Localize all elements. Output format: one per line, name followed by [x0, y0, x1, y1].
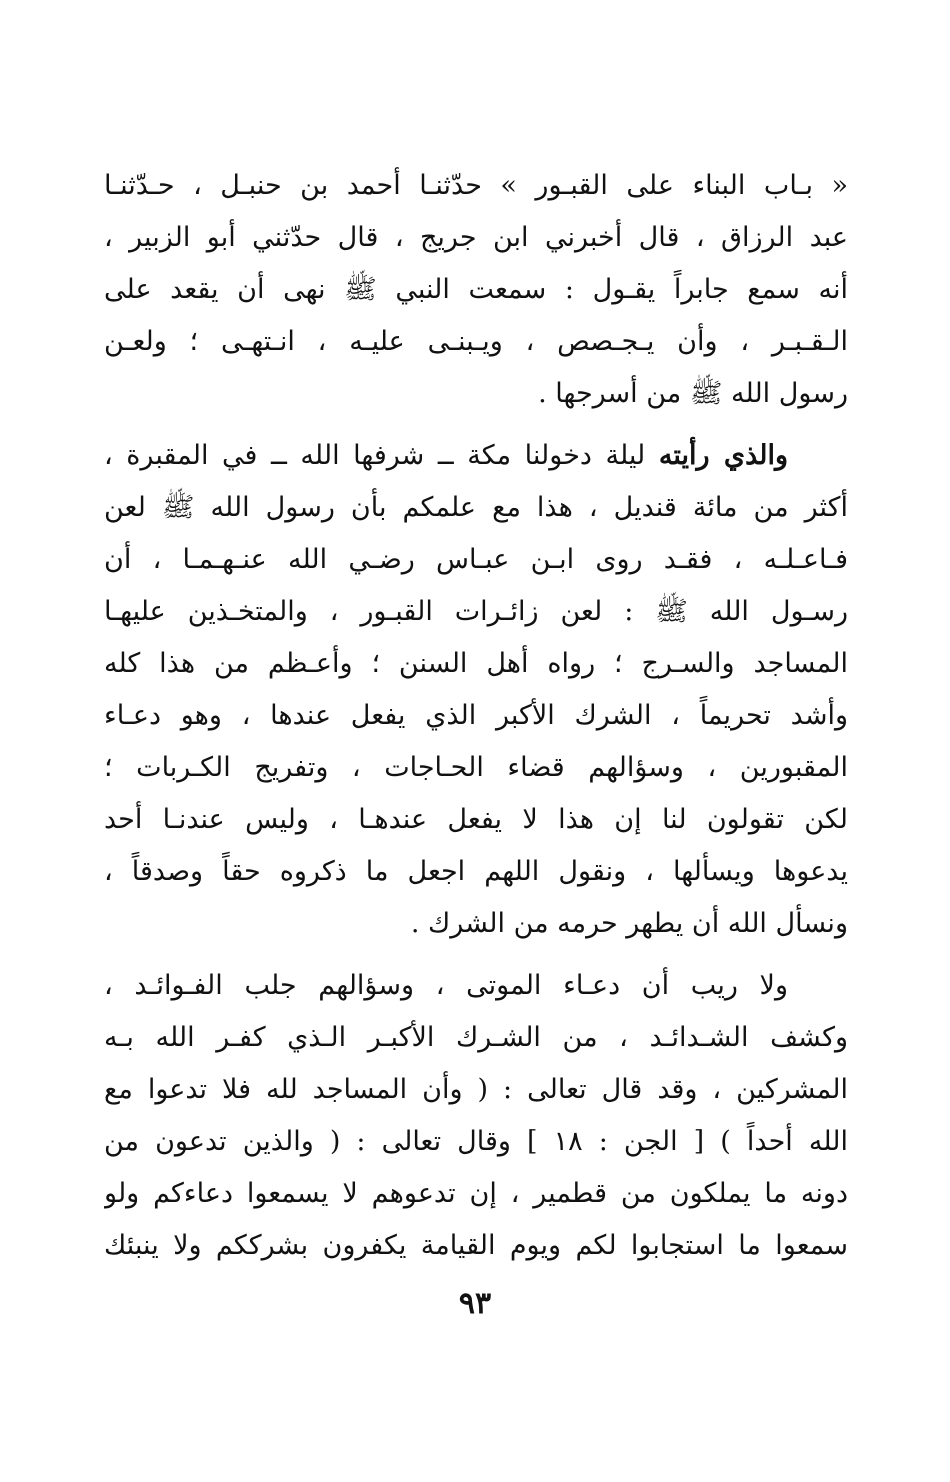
text-line: الله أحداً ) [ الجن : ١٨ ] وقال تعالى : ( والذين تدعون من	[104, 1126, 848, 1157]
text-line: فـاعـلـه ، فقـد روى ابـن عبـاس رضـي الله عنـهـمـا ، أن	[104, 544, 848, 575]
paragraph-first-rest: ليلة دخولنا مكة ــ شرفها الله ــ في المقبرة ،	[104, 440, 659, 471]
text-line: أكثر من مائة قنديل ، هذا مع علمكم بأن رسول الله ﷺ لعن	[104, 492, 848, 523]
text-line: « بـاب البناء على القبـور » حدّثنـا أحمد بن حنبـل ، حـدّثنـا	[104, 170, 848, 201]
text-line: ولا ريب أن دعـاء الموتى ، وسؤالهم جلب الفـوائـد ،	[104, 970, 788, 1001]
paragraph-3	[104, 960, 848, 1272]
text-line: رسول الله ﷺ من أسرجها .	[538, 378, 848, 409]
text-line: سمعوا ما استجابوا لكم ويوم القيامة يكفرون بشرككم ولا ينبئك	[104, 1230, 848, 1261]
text-line: ونسأل الله أن يطهر حرمه من الشرك .	[410, 908, 848, 939]
text-line: لكن تقولون لنا إن هذا لا يفعل عندهـا ، وليس عندنـا أحد	[104, 804, 848, 835]
paragraph-lead: والذي رأيته	[658, 440, 789, 471]
text-line: المشركين ، وقد قال تعالى : ( وأن المساجد لله فلا تدعوا مع	[104, 1074, 848, 1105]
text-line: يدعوها ويسألها ، ونقول اللهم اجعل ما ذكروه حقاً وصدقاً ،	[104, 856, 848, 887]
text-line-first	[104, 430, 848, 482]
text-line: عبد الرزاق ، قال أخبرني ابن جريج ، قال حدّثني أبو الزبير ،	[104, 222, 848, 253]
paragraph-1	[104, 160, 848, 420]
text-line: المساجد والسـرج ؛ رواه أهل السنن ؛ وأعـظم من هذا كله	[104, 648, 848, 679]
text-line: الـقـبـر ، وأن يـجـصص ، ويـبنـى عليـه ، انـتهـى ؛ ولعـن	[104, 326, 848, 357]
page-number: ٩٣	[458, 1286, 492, 1321]
paragraph-2	[104, 430, 848, 950]
text-line: أنه سمع جابراً يقـول : سمعت النبي ﷺ نهى أن يقعد على	[104, 274, 848, 305]
text-line: وكشف الشـدائـد ، من الشـرك الأكبـر الـذي كفـر الله بـه	[104, 1022, 848, 1053]
text-line: دونه ما يملكون من قطمير ، إن تدعوهم لا يسمعوا دعاءكم ولو	[104, 1178, 848, 1209]
text-line: وأشد تحريماً ، الشرك الأكبر الذي يفعل عندها ، وهو دعـاء	[104, 700, 848, 731]
text-line: المقبورين ، وسؤالهم قضاء الحـاجات ، وتفريج الكـربات ؛	[104, 752, 848, 783]
text-line: رسـول الله ﷺ : لعن زائـرات القبـور ، والمتخـذين عليهـا	[104, 596, 848, 627]
